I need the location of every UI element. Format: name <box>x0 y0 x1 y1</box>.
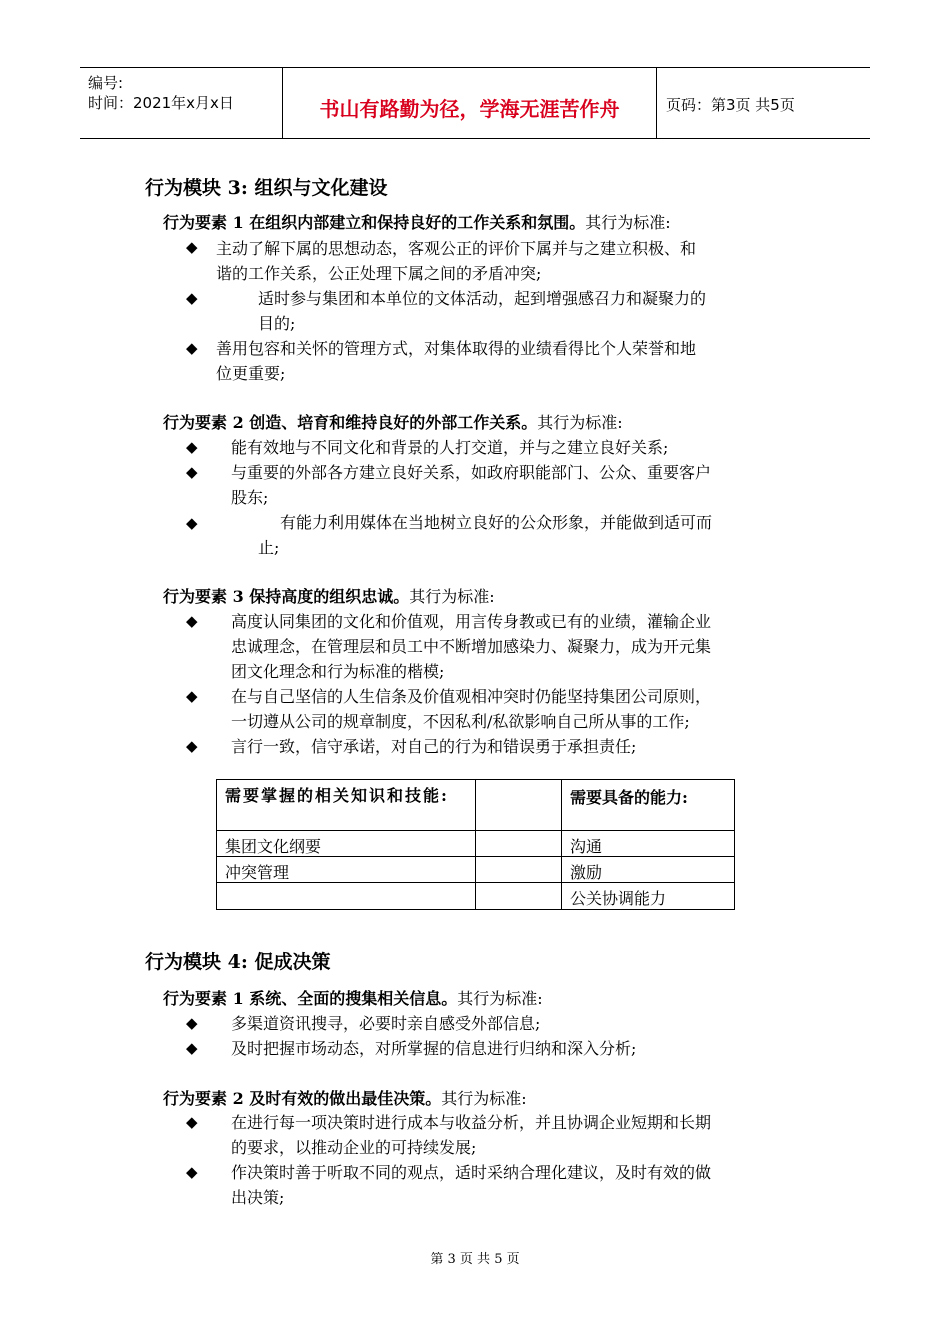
diamond-bullet-icon: ◆ <box>186 612 198 630</box>
module-4-title: 行为模块 4: 促成决策 <box>145 951 331 973</box>
diamond-bullet-icon: ◆ <box>186 438 198 456</box>
diamond-bullet-icon: ◆ <box>186 1014 198 1032</box>
bullet-line: 有能力利用媒体在当地树立良好的公众形象，并能做到适可而 <box>280 513 713 532</box>
diamond-bullet-icon: ◆ <box>186 1163 198 1181</box>
table-cell: 集团文化纲要 <box>225 837 322 856</box>
diamond-bullet-icon: ◆ <box>186 339 198 357</box>
module-4-element-1 <box>163 986 543 1009</box>
element-suffix: 其行为标准: <box>457 989 543 1008</box>
element-label: 行为要素 1 在组织内部建立和保持良好的工作关系和氛围。 <box>163 213 586 232</box>
bullet-line: 言行一致，信守承诺，对自己的行为和错误勇于承担责任; <box>231 737 637 756</box>
table-divider <box>217 882 734 883</box>
table-divider <box>475 780 476 909</box>
diamond-bullet-icon: ◆ <box>186 463 198 481</box>
diamond-bullet-icon: ◆ <box>186 1039 198 1057</box>
table-divider <box>561 780 562 909</box>
header-page-cell <box>657 68 870 138</box>
diamond-bullet-icon: ◆ <box>186 687 198 705</box>
module-3-title: 行为模块 3: 组织与文化建设 <box>145 177 388 199</box>
element-label: 行为要素 2 及时有效的做出最佳决策。 <box>163 1089 442 1108</box>
bullet-line: 适时参与集团和本单位的文体活动，起到增强感召力和凝聚力的 <box>258 289 707 308</box>
element-suffix: 其行为标准: <box>441 1089 527 1108</box>
element-label: 行为要素 2 创造、培育和维持良好的外部工作关系。 <box>163 413 538 432</box>
module-3-element-3 <box>163 584 495 607</box>
bullet-line: 一切遵从公司的规章制度，不因私利/私欲影响自己所从事的工作; <box>231 712 690 731</box>
bullet-line: 团文化理念和行为标准的楷模; <box>231 662 445 681</box>
module-3-element-1 <box>163 210 671 233</box>
header-motto: 书山有路勤为径，学海无涯苦作舟 <box>319 97 620 121</box>
header-page-label: 页码：第3页 共5页 <box>666 96 795 114</box>
diamond-bullet-icon: ◆ <box>186 289 198 307</box>
header-motto-cell <box>283 68 657 138</box>
bullet-line: 及时把握市场动态，对所掌握的信息进行归纳和深入分析; <box>231 1039 637 1058</box>
bullet-line: 能有效地与不同文化和背景的人打交道，并与之建立良好关系; <box>231 438 669 457</box>
module-3-element-2 <box>163 410 623 433</box>
bullet-line: 多渠道资讯搜寻，必要时亲自感受外部信息; <box>231 1014 541 1033</box>
element-label: 行为要素 1 系统、全面的搜集相关信息。 <box>163 989 458 1008</box>
bullet-line: 出决策; <box>231 1188 285 1207</box>
module-4-element-2 <box>163 1086 527 1109</box>
bullet-line: 目的; <box>258 314 296 333</box>
header-info-cell <box>80 68 283 138</box>
document-number-label: 编号: <box>88 74 124 92</box>
table-cell: 激励 <box>570 863 603 882</box>
table-cell: 沟通 <box>570 837 603 856</box>
bullet-line: 位更重要; <box>216 364 286 383</box>
skills-table <box>216 779 735 910</box>
bullet-line: 主动了解下属的思想动态，客观公正的评价下属并与之建立积极、和 <box>216 239 697 258</box>
bullet-line: 止; <box>258 538 280 557</box>
bullet-line: 与重要的外部各方建立良好关系，如政府职能部门、公众、重要客户 <box>231 463 712 482</box>
bullet-line: 高度认同集团的文化和价值观，用言传身教或已有的业绩，灌输企业 <box>231 612 712 631</box>
bullet-line: 善用包容和关怀的管理方式，对集体取得的业绩看得比个人荣誉和地 <box>216 339 697 358</box>
page-footer: 第 3 页 共 5 页 <box>430 1252 520 1267</box>
diamond-bullet-icon: ◆ <box>186 238 198 256</box>
table-header-abilities: 需要具备的能力: <box>570 788 688 807</box>
bullet-line: 作决策时善于听取不同的观点，适时采纳合理化建议，及时有效的做 <box>231 1163 712 1182</box>
element-suffix: 其行为标准: <box>537 413 623 432</box>
page-header <box>80 67 870 139</box>
element-suffix: 其行为标准: <box>409 587 495 606</box>
bullet-line: 股东; <box>231 488 269 507</box>
element-suffix: 其行为标准: <box>585 213 671 232</box>
diamond-bullet-icon: ◆ <box>186 1113 198 1131</box>
element-label: 行为要素 3 保持高度的组织忠诚。 <box>163 587 410 606</box>
document-time-label: 时间：2021年x月x日 <box>88 94 234 112</box>
bullet-line: 忠诚理念，在管理层和员工中不断增加感染力、凝聚力，成为开元集 <box>231 637 712 656</box>
bullet-line: 的要求，以推动企业的可持续发展; <box>231 1138 477 1157</box>
bullet-line: 在与自己坚信的人生信条及价值观相冲突时仍能坚持集团公司原则， <box>231 687 712 706</box>
table-cell: 冲突管理 <box>225 863 290 882</box>
bullet-line: 谐的工作关系，公正处理下属之间的矛盾冲突; <box>216 264 542 283</box>
diamond-bullet-icon: ◆ <box>186 737 198 755</box>
table-header-knowledge: 需要掌握的相关知识和技能: <box>225 786 449 805</box>
diamond-bullet-icon: ◆ <box>186 514 198 532</box>
table-cell: 公关协调能力 <box>570 889 667 908</box>
table-divider <box>217 830 734 831</box>
bullet-line: 在进行每一项决策时进行成本与收益分析，并且协调企业短期和长期 <box>231 1113 712 1132</box>
